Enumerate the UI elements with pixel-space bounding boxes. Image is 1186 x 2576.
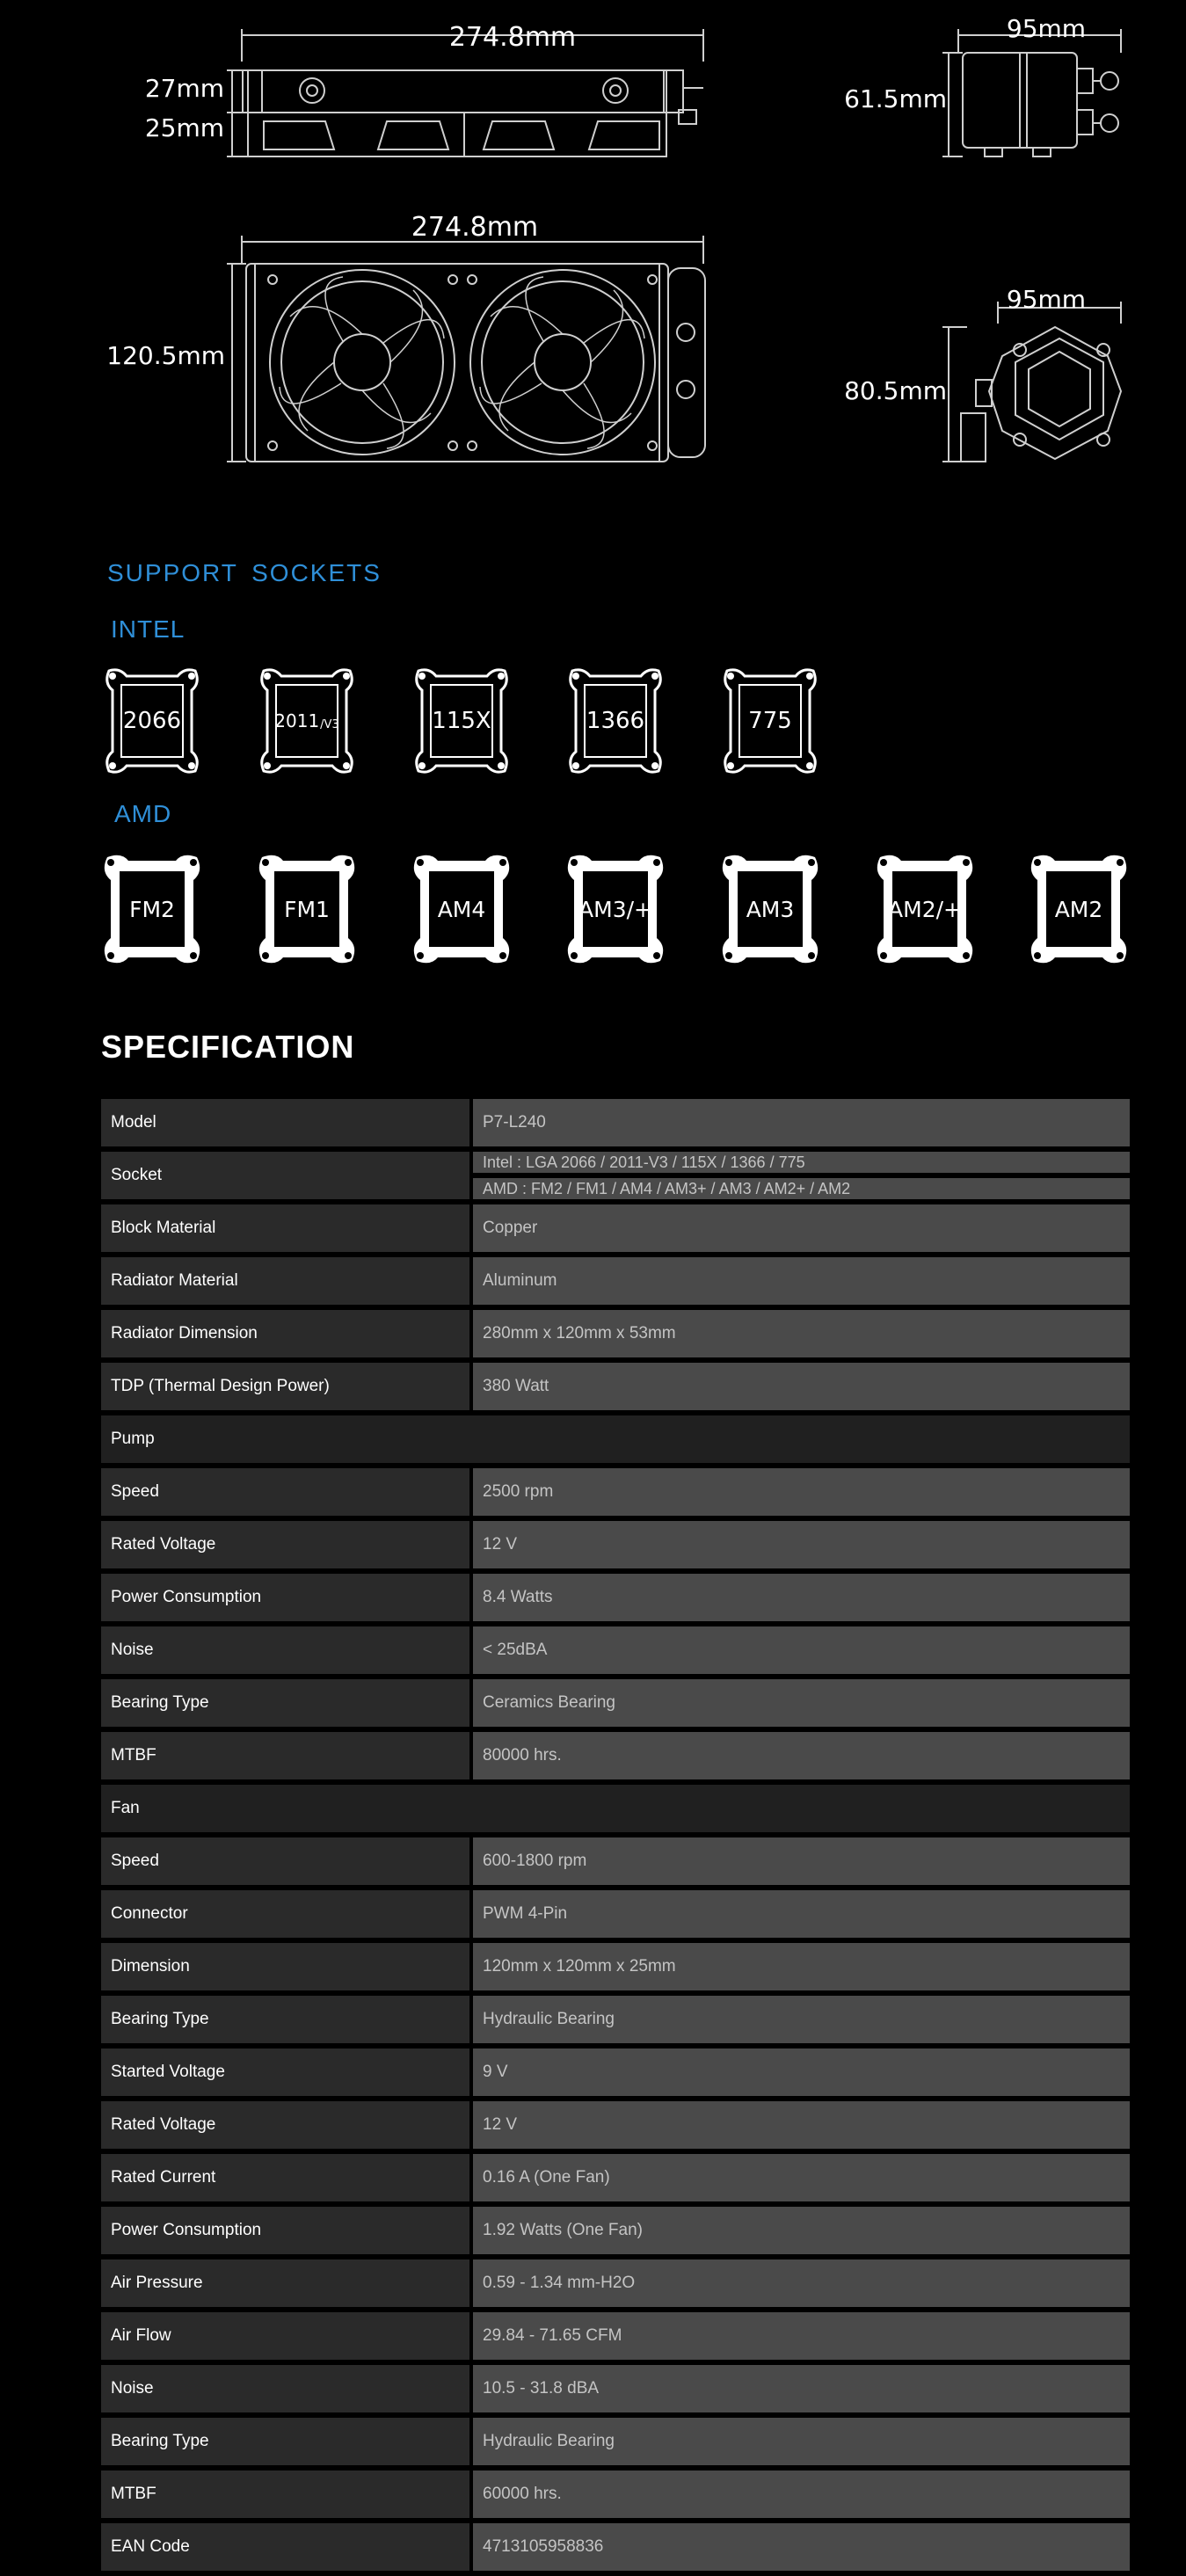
socket-label: AM3 xyxy=(746,896,795,922)
spec-row xyxy=(101,2312,1130,2360)
spec-value: Copper xyxy=(473,1204,1130,1252)
spec-value: Hydraulic Bearing xyxy=(473,2418,1130,2465)
spec-row xyxy=(101,2048,1130,2096)
spec-group-row xyxy=(101,1785,1130,1832)
amd-socket-4 xyxy=(718,852,822,966)
spec-group-row xyxy=(101,1415,1130,1463)
spec-row xyxy=(101,2207,1130,2254)
pump-side-height-label: 61.5mm xyxy=(844,84,947,113)
socket-label xyxy=(100,664,204,778)
spec-value: 9 V xyxy=(473,2048,1130,2096)
spec-row xyxy=(101,2470,1130,2518)
socket-label-sub: /V3 xyxy=(320,717,339,731)
spec-value: 12 V xyxy=(473,2101,1130,2149)
spec-key: Power Consumption xyxy=(101,2207,469,2254)
spec-row xyxy=(101,1468,1130,1516)
side-width-label: 274.8mm xyxy=(448,22,577,53)
spec-row xyxy=(101,1574,1130,1621)
spec-value: 380 Watt xyxy=(473,1363,1130,1410)
amd-socket-3 xyxy=(564,852,667,966)
spec-value-line: Intel : LGA 2066 / 2011-V3 / 115X / 1366 / 775 xyxy=(473,1152,1130,1173)
spec-key: Dimension xyxy=(101,1943,469,1990)
spec-key: Rated Current xyxy=(101,2154,469,2201)
spec-key: Noise xyxy=(101,2365,469,2412)
spec-row xyxy=(101,1679,1130,1727)
spec-value: 120mm x 120mm x 25mm xyxy=(473,1943,1130,1990)
socket-label: AM3/+ xyxy=(578,896,652,922)
specification-table xyxy=(101,1099,1130,2576)
intel-socket-0 xyxy=(100,664,204,778)
specification-heading: SPECIFICATION xyxy=(101,1029,355,1065)
pump-side-view xyxy=(942,29,1121,156)
radiator-front-view xyxy=(227,236,705,462)
amd-socket-2 xyxy=(410,852,513,966)
spec-key: MTBF xyxy=(101,2470,469,2518)
pump-top-view xyxy=(942,302,1121,462)
spec-key: Rated Voltage xyxy=(101,1521,469,1568)
spec-value: 4713105958836 xyxy=(473,2523,1130,2571)
pump-top-width-label: 95mm xyxy=(1006,285,1087,314)
intel-socket-2 xyxy=(410,664,513,778)
spec-key: Speed xyxy=(101,1468,469,1516)
spec-row xyxy=(101,1204,1130,1252)
socket-label-main: 1366 xyxy=(586,708,645,734)
spec-row xyxy=(101,2154,1130,2201)
spec-key: Fan xyxy=(101,1785,1130,1832)
spec-value: Ceramics Bearing xyxy=(473,1679,1130,1727)
pump-side-width-label: 95mm xyxy=(1006,14,1087,43)
spec-row xyxy=(101,1732,1130,1779)
socket-label xyxy=(255,664,359,778)
spec-row xyxy=(101,2101,1130,2149)
dimension-drawings xyxy=(0,0,1186,510)
side-bottom-label: 25mm xyxy=(144,113,224,142)
front-height-label: 120.5mm xyxy=(106,341,225,370)
socket-label: FM2 xyxy=(129,896,175,922)
spec-value: P7-L240 xyxy=(473,1099,1130,1146)
spec-key: Socket xyxy=(101,1152,469,1199)
spec-key: MTBF xyxy=(101,1732,469,1779)
spec-key: Connector xyxy=(101,1890,469,1938)
spec-value: < 25dBA xyxy=(473,1626,1130,1674)
side-top-label: 27mm xyxy=(144,74,224,103)
dimension-drawings-svg xyxy=(0,0,1186,510)
spec-value: 10.5 - 31.8 dBA xyxy=(473,2365,1130,2412)
front-width-label: 274.8mm xyxy=(411,212,539,243)
spec-key: Pump xyxy=(101,1415,1130,1463)
spec-value: 1.92 Watts (One Fan) xyxy=(473,2207,1130,2254)
spec-key: Radiator Dimension xyxy=(101,1310,469,1357)
spec-row xyxy=(101,2365,1130,2412)
socket-label: FM1 xyxy=(284,896,330,922)
spec-value-line: AMD : FM2 / FM1 / AM4 / AM3+ / AM3 / AM2+ / AM2 xyxy=(473,1178,1130,1199)
spec-row xyxy=(101,1099,1130,1146)
spec-value: 0.59 - 1.34 mm-H2O xyxy=(473,2259,1130,2307)
pump-top-height-label: 80.5mm xyxy=(844,376,947,405)
socket-label-main: 2066 xyxy=(122,708,182,734)
socket-label-main: 115X xyxy=(432,708,491,734)
spec-value: 80000 hrs. xyxy=(473,1732,1130,1779)
spec-key: Air Flow xyxy=(101,2312,469,2360)
spec-row xyxy=(101,1363,1130,1410)
spec-value: PWM 4-Pin xyxy=(473,1890,1130,1938)
socket-label xyxy=(718,664,822,778)
intel-label: INTEL xyxy=(111,615,186,643)
spec-value: 8.4 Watts xyxy=(473,1574,1130,1621)
spec-value: 600-1800 rpm xyxy=(473,1837,1130,1885)
spec-value: 60000 hrs. xyxy=(473,2470,1130,2518)
spec-key: Bearing Type xyxy=(101,1679,469,1727)
spec-row xyxy=(101,1626,1130,1674)
socket-label-main: 2011 xyxy=(274,710,320,731)
socket-label-main: 775 xyxy=(748,708,792,734)
socket-label xyxy=(410,664,513,778)
spec-row xyxy=(101,1521,1130,1568)
spec-row xyxy=(101,2523,1130,2571)
spec-key: Noise xyxy=(101,1626,469,1674)
amd-label: AMD xyxy=(114,800,172,827)
spec-row xyxy=(101,1996,1130,2043)
spec-key: Radiator Material xyxy=(101,1257,469,1305)
spec-value xyxy=(473,1152,1130,1199)
spec-row xyxy=(101,1943,1130,1990)
socket-label: AM4 xyxy=(437,896,486,922)
spec-key: Started Voltage xyxy=(101,2048,469,2096)
socket-label xyxy=(564,664,667,778)
socket-label: AM2 xyxy=(1054,896,1103,922)
support-sockets-title: SUPPORT SOCKETS xyxy=(107,559,382,586)
intel-socket-1 xyxy=(255,664,359,778)
spec-row xyxy=(101,2418,1130,2465)
spec-value: Hydraulic Bearing xyxy=(473,1996,1130,2043)
spec-key: Block Material xyxy=(101,1204,469,1252)
amd-socket-0 xyxy=(100,852,204,966)
intel-socket-3 xyxy=(564,664,667,778)
socket-label: AM2/+ xyxy=(888,896,962,922)
spec-key: Rated Voltage xyxy=(101,2101,469,2149)
spec-key: Speed xyxy=(101,1837,469,1885)
spec-key: Model xyxy=(101,1099,469,1146)
spec-row xyxy=(101,1837,1130,1885)
spec-value: 12 V xyxy=(473,1521,1130,1568)
spec-value: 0.16 A (One Fan) xyxy=(473,2154,1130,2201)
spec-row xyxy=(101,1152,1130,1199)
spec-row xyxy=(101,1310,1130,1357)
spec-value: 29.84 - 71.65 CFM xyxy=(473,2312,1130,2360)
amd-socket-5 xyxy=(873,852,977,966)
spec-row xyxy=(101,1890,1130,1938)
spec-key: Bearing Type xyxy=(101,2418,469,2465)
spec-key: Air Pressure xyxy=(101,2259,469,2307)
spec-value: 280mm x 120mm x 53mm xyxy=(473,1310,1130,1357)
spec-key: Power Consumption xyxy=(101,1574,469,1621)
spec-value: 2500 rpm xyxy=(473,1468,1130,1516)
spec-key: Bearing Type xyxy=(101,1996,469,2043)
intel-socket-4 xyxy=(718,664,822,778)
amd-socket-1 xyxy=(255,852,359,966)
spec-key: EAN Code xyxy=(101,2523,469,2571)
spec-value: Aluminum xyxy=(473,1257,1130,1305)
spec-key: TDP (Thermal Design Power) xyxy=(101,1363,469,1410)
spec-row xyxy=(101,1257,1130,1305)
amd-socket-6 xyxy=(1027,852,1131,966)
spec-row xyxy=(101,2259,1130,2307)
